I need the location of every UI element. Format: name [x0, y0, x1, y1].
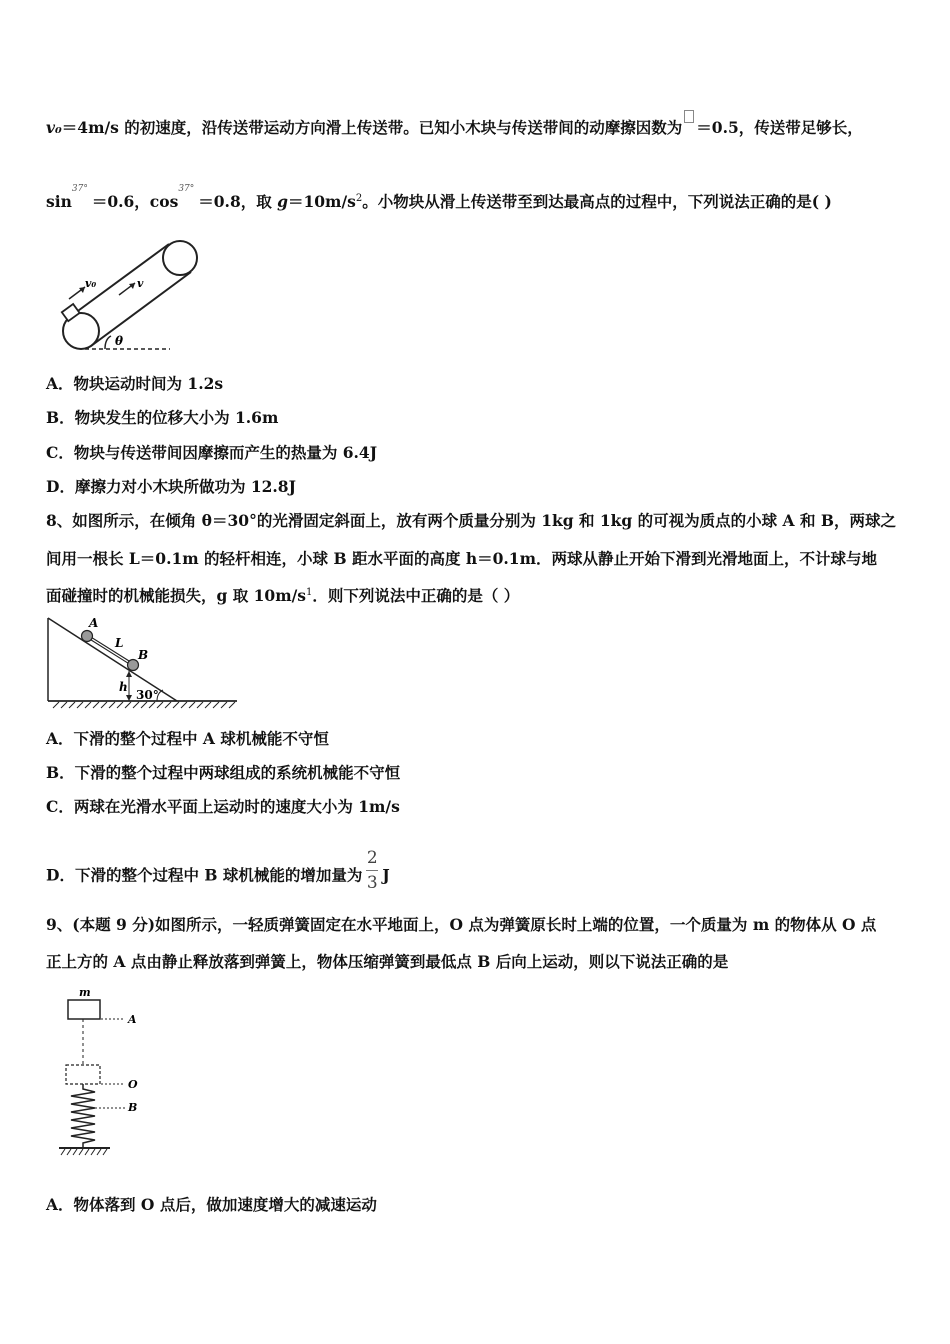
- point-o-label: O: [128, 1078, 138, 1091]
- q8-line-3: 面碰撞时的机械能损失，g 取 $10m/s^1$．则下列说法中正确的是（ ）: [46, 586, 520, 605]
- incline-diagram: [45, 615, 240, 715]
- q7-option-b: B．物块发生的位移大小为 1.6m: [46, 408, 279, 427]
- q7-option-d: D．摩擦力对小木块所做功为 12.8J: [46, 477, 296, 496]
- q7-line-2: $\sin^{37^\circ}=0.6$，$\cos^{37^\circ}=0.8$，取 $g=10m/s^2$。小物块从滑上传送带至到达最高点的过程中，下列说法正确的是( ): [46, 184, 832, 211]
- height-h-label: h: [119, 680, 128, 694]
- q8-option-b: B．下滑的整个过程中两球组成的系统机械能不守恒: [46, 763, 401, 782]
- ball-a-label: A: [89, 616, 99, 630]
- v0-symbol: v₀: [46, 118, 62, 137]
- spring-diagram: [55, 985, 165, 1160]
- q8-line-1: 8、如图所示，在倾角 θ＝30°的光滑固定斜面上，放有两个质量分别为 1kg 和 1kg 的可视为质点的小球 A 和 B，两球之: [46, 511, 896, 530]
- q7-option-c: C．物块与传送带间因摩擦而产生的热量为 6.4J: [46, 443, 378, 462]
- q8-line-2: 间用一根长 L＝0.1m 的轻杆相连，小球 B 距水平面的高度 h＝0.1m．两球从静止开始下滑到光滑地面上，不计球与地: [46, 549, 877, 568]
- ball-b-label: B: [138, 648, 149, 662]
- q8-option-c: C．两球在光滑水平面上运动时的速度大小为 1m/s: [46, 797, 400, 816]
- v-label: v: [137, 277, 144, 290]
- mu-placeholder-icon: [684, 110, 694, 123]
- conveyor-belt-diagram: [55, 235, 245, 355]
- q7-line-1: v₀＝4m/s 的初速度，沿传送带运动方向滑上传送带。已知小木块与传送带间的动摩擦因数为 ＝0.5，传送带足够长，: [46, 116, 863, 138]
- q8-option-a: A．下滑的整个过程中 A 球机械能不守恒: [46, 729, 329, 748]
- point-a-label: A: [128, 1013, 137, 1026]
- q8-option-d: D．下滑的整个过程中 B 球机械能的增加量为 $\frac{2}{3}$ J: [46, 848, 390, 893]
- fraction-two-thirds: $\frac{2}{3}$: [366, 848, 378, 893]
- rod-l-label: L: [115, 636, 124, 650]
- angle-30-label: 30°: [136, 688, 159, 702]
- q7-option-a: A．物块运动时间为 1.2s: [46, 374, 224, 393]
- mass-m-label: m: [79, 986, 91, 999]
- q9-line-2: 正上方的 A 点由静止释放落到弹簧上，物体压缩弹簧到最低点 B 后向上运动，则以下说法正确的是: [46, 952, 729, 971]
- v0-label: v₀: [85, 277, 97, 290]
- point-b-label: B: [128, 1101, 138, 1114]
- theta-label: θ: [115, 334, 124, 348]
- q9-line-1: 9、(本题 9 分)如图所示，一轻质弹簧固定在水平地面上，O 点为弹簧原长时上端的位置，一个质量为 m 的物体从 O 点: [46, 915, 877, 934]
- q9-option-a: A．物体落到 O 点后，做加速度增大的减速运动: [46, 1195, 377, 1214]
